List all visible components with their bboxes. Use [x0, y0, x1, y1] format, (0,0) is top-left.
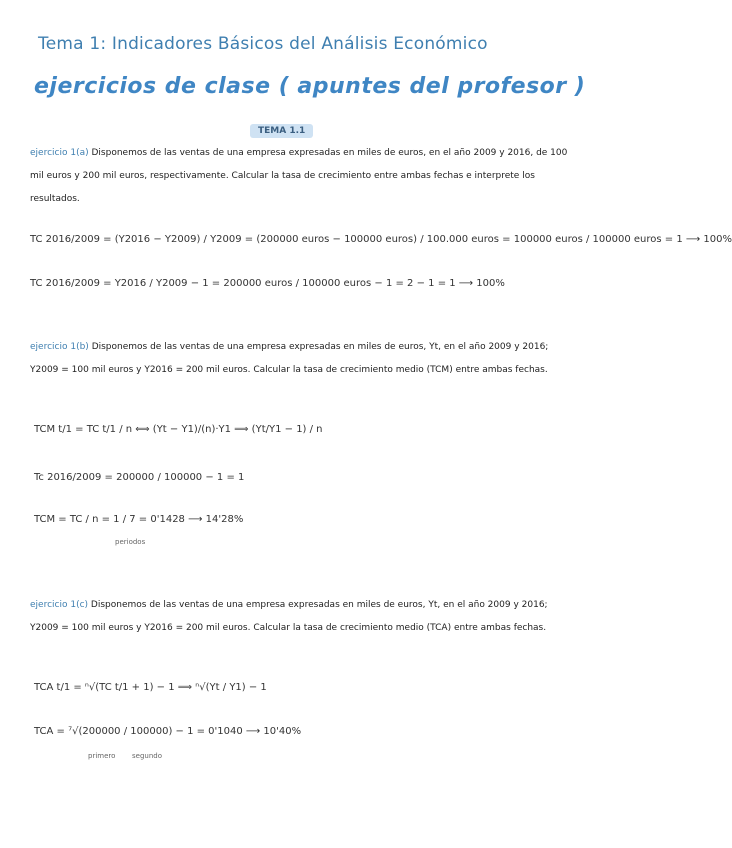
exercise-1c-statement: [30, 594, 575, 640]
exercise-label: ejercicio 1(a): [30, 148, 89, 158]
equation: TC 2016/2009 = (Y2016 − Y2009) / Y2009 = (200000 euros − 100000 euros) / 100.000 euros = 100000 euros / 100000 euros = 1 ⟶ 100%: [30, 234, 732, 245]
equation: Tc 2016/2009 = 200000 / 100000 − 1 = 1: [34, 472, 245, 483]
annotation: segundo: [132, 752, 162, 760]
page-subtitle: ejercicios de clase ( apuntes del profesor ): [34, 74, 586, 99]
exercise-1a-statement: [30, 142, 575, 211]
section-tag: TEMA 1.1: [250, 124, 313, 138]
annotation: primero: [88, 752, 116, 760]
annotation: periodos: [115, 538, 146, 546]
page-title: Tema 1: Indicadores Básicos del Análisis Económico: [38, 34, 488, 54]
exercise-text: Disponemos de las ventas de una empresa expresadas en miles de euros, Yt, en el año 2009 y 2016; Y2009 = 100 mil euros y Y2016 = 200 mil euros. Calcular la tasa de crecimiento medio (TCA) entre ambas fechas.: [30, 600, 548, 633]
exercise-text: Disponemos de las ventas de una empresa expresadas en miles de euros, en el año 2009 y 2016, de 100 mil euros y 200 mil euros, respectivamente. Calcular la tasa de crecimiento entre ambas fechas e interprete los resultados.: [30, 148, 568, 204]
exercise-label: ejercicio 1(b): [30, 342, 89, 352]
exercise-label: ejercicio 1(c): [30, 600, 89, 610]
equation: TCM t/1 = TC t/1 / n ⟺ (Yt − Y1)/(n)·Y1 ⟹ (Yt/Y1 − 1) / n: [34, 424, 323, 435]
exercise-1b-statement: [30, 336, 575, 382]
equation: TCA = ⁷√(200000 / 100000) − 1 = 0'1040 ⟶ 10'40%: [34, 726, 302, 737]
equation: TC 2016/2009 = Y2016 / Y2009 − 1 = 200000 euros / 100000 euros − 1 = 2 − 1 = 1 ⟶ 100%: [30, 278, 505, 289]
exercise-text: Disponemos de las ventas de una empresa expresadas en miles de euros, Yt, en el año 2009 y 2016; Y2009 = 100 mil euros y Y2016 = 200 mil euros. Calcular la tasa de crecimiento medio (TCM) entre ambas fechas.: [30, 342, 549, 375]
equation: TCM = TC / n = 1 / 7 = 0'1428 ⟶ 14'28%: [34, 514, 244, 525]
equation: TCA t/1 = ⁿ√(TC t/1 + 1) − 1 ⟹ ⁿ√(Yt / Y1) − 1: [34, 682, 267, 693]
